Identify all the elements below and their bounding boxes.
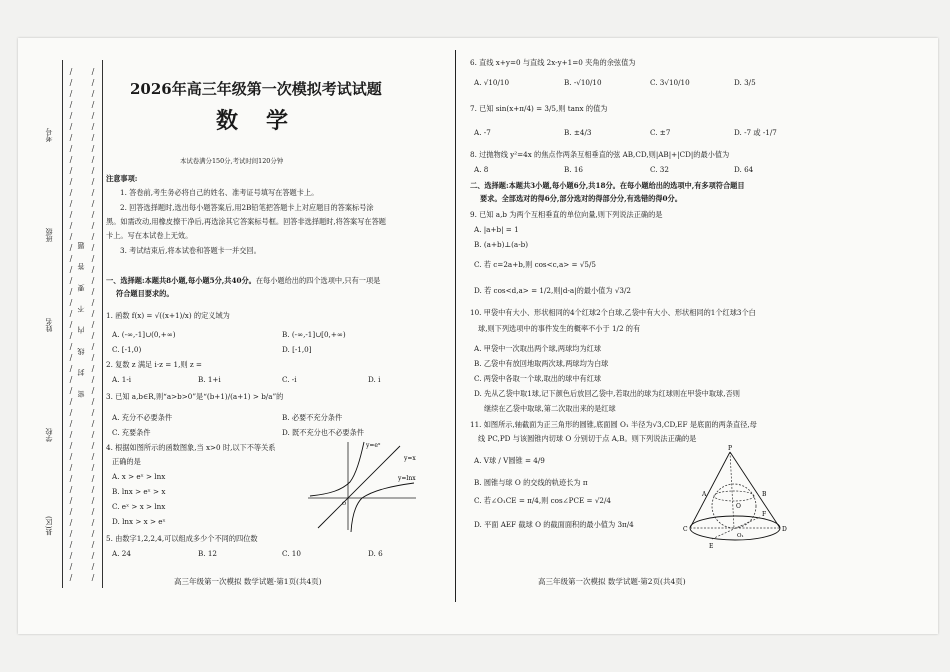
- label-a: A: [702, 491, 707, 498]
- q10-stem-cont: 球,则下列选项中的事件发生的概率不小于 1/2 的有: [478, 324, 641, 333]
- q4-function-graph: [304, 438, 420, 534]
- q4-option-c: C. eˣ > x > lnx: [112, 502, 166, 511]
- q3-option-a: A. 充分不必要条件: [112, 413, 173, 422]
- q2-option-d: D. i: [368, 375, 381, 384]
- page-divider: [455, 50, 456, 602]
- q2-option-a: A. 1-i: [112, 375, 132, 384]
- q5-stem: 5. 由数字1,2,2,4,可以组成多少个不同的四位数: [106, 534, 258, 543]
- q2-stem: 2. 复数 z 满足 i·z = 1,则 z =: [106, 360, 202, 369]
- q9-option-d: D. 若 cos<d,a> = 1/2,则|d-a|的最小值为 √3/2: [474, 286, 631, 295]
- note-2-cont2: 卡上。写在本试卷上无效。: [106, 231, 193, 240]
- q2-option-b: B. 1+i: [198, 375, 221, 384]
- score-info: 本试卷满分150分,考试时间120分钟: [180, 157, 284, 165]
- q10-option-d-cont: 继续在乙袋中取球,第二次取出来的是红球: [484, 404, 616, 413]
- q6-option-a: A. √10/10: [474, 78, 510, 87]
- q8-option-d: D. 64: [734, 165, 754, 174]
- q7-option-c: C. ±7: [650, 128, 671, 137]
- note-1: 1. 答卷前,考生务必将自己的姓名、准考证号填写在答题卡上。: [120, 188, 319, 197]
- q1-option-a: A. (-∞,-1]∪(0,+∞): [112, 330, 176, 339]
- q1-option-b: B. (-∞,-1]∪[0,+∞): [282, 330, 346, 339]
- q1-stem: 1. 函数 f(x) = √((x+1)/x) 的定义域为: [106, 311, 230, 320]
- note-2: 2. 回答选择题时,选出每小题答案后,用2B铅笔把答题卡上对应题目的答案标号涂: [120, 203, 374, 212]
- q8-stem: 8. 过抛物线 y²=4x 的焦点作两条互相垂直的弦 AB,CD,则|AB|+|CD|的最小值为: [470, 150, 730, 159]
- note-3: 3. 考试结束后,将本试卷和答题卡一并交回。: [120, 246, 261, 255]
- q6-option-c: C. 3√10/10: [650, 78, 690, 87]
- label-b: B: [762, 491, 767, 498]
- q5-option-b: B. 12: [198, 549, 217, 558]
- q3-option-b: B. 必要不充分条件: [282, 413, 343, 422]
- label-f: F: [762, 511, 767, 518]
- label-p: P: [728, 445, 733, 452]
- label-d: D: [782, 526, 787, 533]
- q4-option-a: A. x > eˣ > lnx: [112, 472, 166, 481]
- q6-stem: 6. 直线 x+y=0 与直线 2x-y+1=0 夹角的余弦值为: [470, 58, 636, 67]
- notes-heading: 注意事项:: [106, 174, 138, 183]
- q11-option-b: B. 圆锥与球 O 的交线的轨迹长为 π: [474, 478, 588, 487]
- q10-option-b: B. 乙袋中有放回地取两次球,两球均为白球: [474, 359, 609, 368]
- q9-stem: 9. 已知 a,b 为两个互相垂直的单位向量,则下列说法正确的是: [470, 210, 663, 219]
- q3-stem: 3. 已知 a,b∈R,则“a>b>0”是“(b+1)/(a+1) > b/a”的: [106, 392, 284, 401]
- q3-option-c: C. 充要条件: [112, 428, 151, 437]
- q9-option-c: C. 若 c=2a+b,则 cos<c,a> = √5/5: [474, 260, 596, 269]
- tangent-circle: [714, 491, 754, 501]
- q7-option-a: A. -7: [474, 128, 491, 137]
- q11-option-a: A. V球 / V圆锥 = 4/9: [474, 456, 545, 465]
- q9-option-a: A. |a+b| = 1: [474, 225, 519, 234]
- county-label: 县(区): [45, 516, 53, 536]
- exam-number-label: 考号: [45, 128, 53, 142]
- q11-option-d: D. 平面 AEF 截球 O 的截面面积的最小值为 3π/4: [474, 520, 634, 529]
- q6-option-b: B. -√10/10: [564, 78, 602, 87]
- q1-option-d: D. [-1,0]: [282, 345, 312, 354]
- q8-option-a: A. 8: [474, 165, 489, 174]
- curve-log: [351, 483, 414, 532]
- q11-stem-cont: 线 PC,PD 与该圆锥内切球 O 分别切于点 A,B。则下列说法正确的是: [478, 434, 697, 443]
- label-o1: O₁: [737, 533, 744, 539]
- label-log: y=lnx: [398, 475, 416, 482]
- origin-label: O: [342, 501, 347, 507]
- q7-stem: 7. 已知 sin(x+π/4) = 3/5,则 tanx 的值为: [470, 104, 608, 113]
- q4-option-b: B. lnx > eˣ > x: [112, 487, 166, 496]
- subject-title: 数学: [216, 108, 317, 134]
- note-2-cont: 黑。如需改动,用橡皮擦干净后,再选涂其它答案标号框。回答非选择题时,将答案写在答题: [106, 217, 386, 226]
- exam-paper: [18, 38, 938, 634]
- q10-option-c: C. 两袋中各取一个球,取出的球中有红球: [474, 374, 602, 383]
- q2-option-c: C. -i: [282, 375, 297, 384]
- q10-stem: 10. 甲袋中有大小、形状相同的4个红球2个白球,乙袋中有大小、形状相同的1个红球3个白: [470, 308, 756, 317]
- q4-stem-cont: 正确的是: [112, 457, 141, 466]
- q10-option-d: D. 先从乙袋中取1球,记下颜色后放回乙袋中,若取出的球为红球则在甲袋中取球,否则: [474, 389, 740, 398]
- q8-option-b: B. 16: [564, 165, 583, 174]
- q6-option-d: D. 3/5: [734, 78, 756, 87]
- q5-option-c: C. 10: [282, 549, 301, 558]
- name-label: 姓名: [45, 318, 53, 332]
- q8-option-c: C. 32: [650, 165, 669, 174]
- school-label: 学校: [45, 428, 53, 442]
- label-o: O: [736, 503, 741, 510]
- q7-option-d: D. -7 或 -1/7: [734, 128, 777, 137]
- binding-line-inner: [102, 60, 103, 588]
- q5-option-a: A. 24: [112, 549, 131, 558]
- section1-heading: 一、选择题:本题共8小题,每小题5分,共40分。在每小题给出的四个选项中,只有一项是: [106, 276, 381, 285]
- exam-title: 2026年高三年级第一次模拟考试试题: [130, 80, 382, 98]
- seal-line-text: 密 封 线 内 不 要 答 题: [77, 236, 85, 398]
- cone-slant-right: [730, 452, 780, 528]
- label-c: C: [683, 526, 688, 533]
- q1-option-c: C. [-1,0): [112, 345, 142, 354]
- q4-option-d: D. lnx > x > eˣ: [112, 517, 166, 526]
- curve-exp: [310, 442, 364, 496]
- section2-heading-cont: 要求。全部选对的得6分,部分选对的得部分分,有选错的得0分。: [480, 194, 682, 203]
- slash-column-left: / / / / / / / / / / / / / / / / / / / / / / / / / / / / / / / / / / / / / / / / / / / / / / /: [69, 67, 73, 582]
- q11-option-c: C. 若∠O₁CE = π/4,则 cos∠PCE = √2/4: [474, 496, 611, 505]
- line-identity: [318, 446, 400, 528]
- footer-left: 高三年级第一次模拟 数学试题·第1页(共4页): [174, 577, 322, 586]
- q10-option-a: A. 甲袋中一次取出两个球,两球均为红球: [474, 344, 602, 353]
- label-e: E: [709, 543, 714, 550]
- q11-cone-figure: [682, 444, 792, 556]
- q9-option-b: B. (a+b)⊥(a-b): [474, 240, 529, 249]
- cone-axis: [730, 452, 734, 528]
- label-exp: y=eˣ: [366, 442, 381, 449]
- section1-heading-cont: 符合题目要求的。: [116, 289, 174, 298]
- q5-option-d: D. 6: [368, 549, 383, 558]
- binding-line-outer: [62, 60, 63, 588]
- label-identity: y=x: [404, 455, 416, 462]
- section2-heading: 二、选择题:本题共3小题,每小题6分,共18分。在每小题给出的选项中,有多项符合题目: [470, 181, 745, 190]
- q4-stem: 4. 根据如图所示的函数图象,当 x>0 时,以下不等关系: [106, 443, 276, 452]
- footer-right: 高三年级第一次模拟 数学试题·第2页(共4页): [538, 577, 686, 586]
- q11-stem: 11. 如图所示,轴截面为正三角形的圆锥,底面圆 O₁ 半径为√3,CD,EF 是底面的两条直径,母: [470, 420, 757, 429]
- q3-option-d: D. 既不充分也不必要条件: [282, 428, 364, 437]
- q7-option-b: B. ±4/3: [564, 128, 592, 137]
- class-label: 班级: [45, 228, 53, 242]
- inscribed-sphere: [712, 484, 756, 528]
- slash-column-right: / / / / / / / / / / / / / / / / / / / / / / / / / / / / / / / / / / / / / / / / / / / / / / /: [91, 67, 95, 582]
